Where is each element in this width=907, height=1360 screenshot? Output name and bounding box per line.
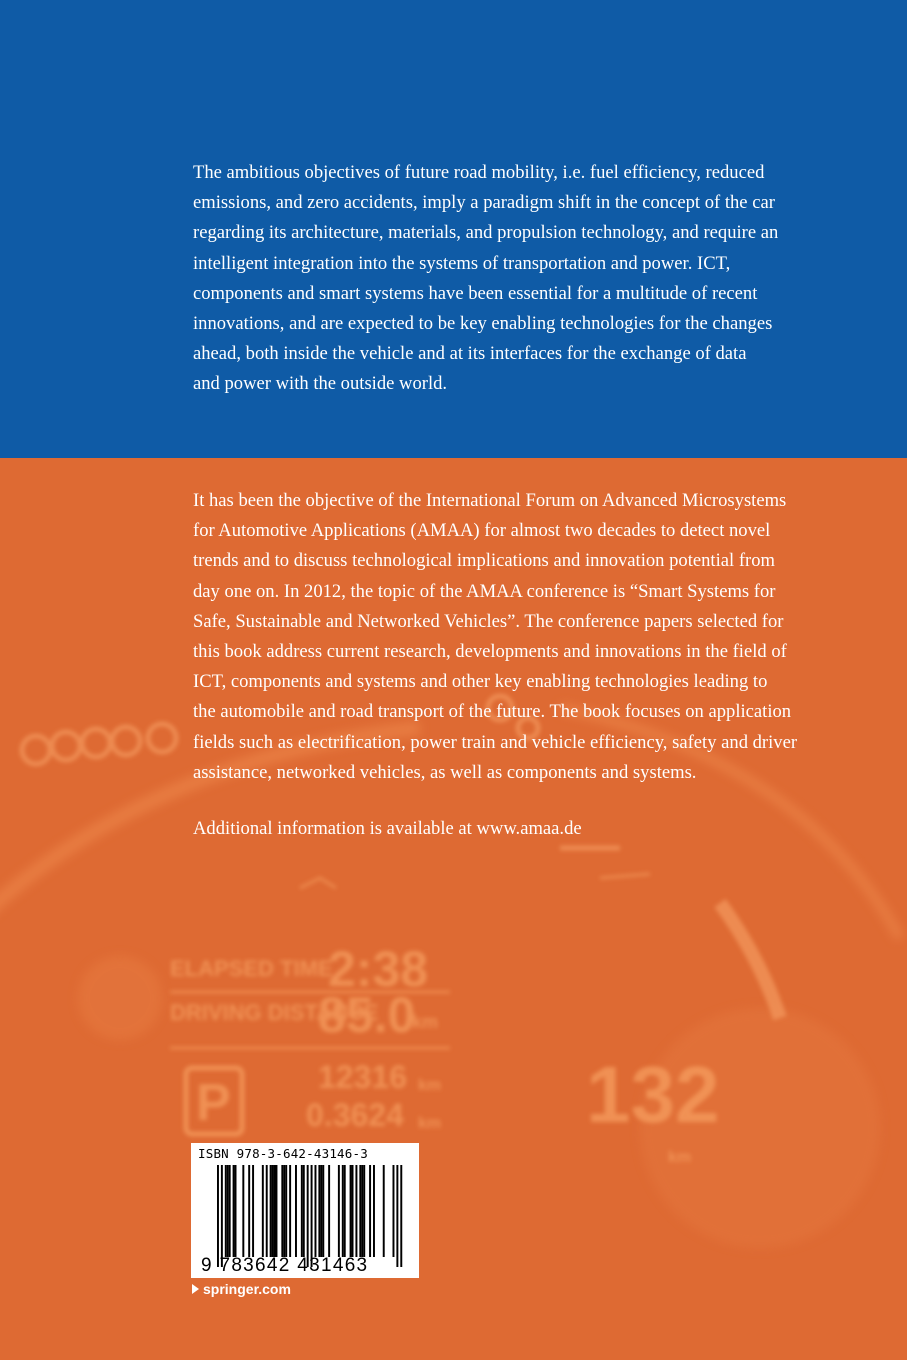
dash-gear: P (196, 1074, 231, 1132)
barcode-bar (320, 1165, 322, 1257)
isbn-label: ISBN 978-3-642-43146-3 (198, 1146, 368, 1161)
barcode-bar (328, 1165, 330, 1257)
dash-distance-value: 85.0 (318, 987, 416, 1043)
barcode-bar (274, 1165, 276, 1257)
arrow-right-icon (192, 1284, 199, 1294)
dash-odometer: 12316 (318, 1059, 407, 1095)
barcode-bar (285, 1165, 287, 1257)
publisher-link-text: springer.com (203, 1281, 291, 1297)
barcode-bar (227, 1165, 229, 1257)
barcode-guard-bar (217, 1165, 219, 1267)
barcode-bar (315, 1165, 317, 1257)
barcode-bar (350, 1165, 352, 1257)
barcode-bar (266, 1165, 268, 1257)
barcode-bar (270, 1165, 272, 1257)
barcode-bar (229, 1165, 231, 1257)
barcode-guard-bar (221, 1165, 223, 1267)
barcode-bar (233, 1165, 235, 1257)
barcode-guard-bar (396, 1165, 398, 1267)
barcode-digits: 9 783642 431463 (201, 1255, 369, 1276)
barcode-bar (281, 1165, 283, 1257)
barcode-bar (369, 1165, 371, 1257)
dash-speed-unit: km (668, 1149, 692, 1166)
additional-info-text: Additional information is available at www.amaa.de (193, 818, 582, 839)
barcode-bar (276, 1165, 278, 1257)
barcode-bar (355, 1165, 357, 1257)
barcode-bar (338, 1165, 340, 1257)
barcode-bar (363, 1165, 365, 1257)
barcode-bar (295, 1165, 297, 1257)
barcode-bar (262, 1165, 264, 1257)
dash-elapsed-value: 2:38 (328, 941, 429, 997)
top-blurb: The ambitious objectives of future road mobility, i.e. fuel efficiency, reduced emissions, and zero accidents, imply a paradigm shift in the concept of the car regarding its architecture, materials, and propulsion technology, and require an intelligent integration into the systems of transportation and power. ICT, components and smart systems have been essential for a multitude of recent innovations, and are expected to be key enabling technologies for the changes ahead, both inside the vehicle and at its interfaces for the exchange of data and power with the outside world. (193, 162, 779, 395)
barcode-bar (283, 1165, 285, 1257)
barcode-bar (235, 1165, 237, 1257)
barcode-bar (359, 1165, 361, 1257)
dash-odometer-unit: km (418, 1077, 442, 1094)
dash-trip: 0.3624 (306, 1097, 404, 1133)
barcode-bar (373, 1165, 375, 1257)
dash-distance-label: DRIVING DISTANCE (170, 1000, 379, 1025)
barcode-bar (393, 1165, 395, 1257)
barcode-bar (342, 1165, 344, 1257)
dash-trip-unit: km (418, 1115, 442, 1132)
barcode-bar (322, 1165, 324, 1257)
barcode-bar (318, 1165, 320, 1257)
barcode-guard-bar (400, 1165, 402, 1267)
barcode-guard-bar (307, 1165, 309, 1267)
barcode-bar (383, 1165, 385, 1257)
dash-speed: 132 (586, 1050, 720, 1139)
barcode-bar (352, 1165, 354, 1257)
barcode-bar (272, 1165, 274, 1257)
barcode-bar (252, 1165, 254, 1257)
barcode-guard-bar (311, 1165, 313, 1267)
barcode-bar (301, 1165, 303, 1257)
barcode-bar (303, 1165, 305, 1257)
dash-elapsed-label: ELAPSED TIME (170, 956, 333, 981)
barcode-bar (248, 1165, 250, 1257)
bottom-blurb: It has been the objective of the International Forum on Advanced Microsystems for Automotive Applications (AMAA) for almost two decades to detect novel trends and to discuss technological implications and innovation potential from day one on. In 2012, the topic of the AMAA conference is “Smart Systems for Safe, Sustainable and Networked Vehicles”. The conference papers selected for this book address current research, developments and innovations in the field of ICT, components and systems and other key enabling technologies leading to the automobile and road transport of the future. The book focuses on application fields such as electrification, power train and vehicle efficiency, safety and driver assistance, networked vehicles, as well as components and systems. (193, 490, 798, 783)
publisher-link[interactable] (192, 1281, 291, 1297)
barcode-bar (289, 1165, 291, 1257)
barcode-bar (225, 1165, 227, 1257)
isbn-barcode (191, 1143, 419, 1278)
barcode-bar (344, 1165, 346, 1257)
dash-distance-unit: km (412, 1012, 439, 1032)
barcode-bar (361, 1165, 363, 1257)
barcode-bar (242, 1165, 244, 1257)
